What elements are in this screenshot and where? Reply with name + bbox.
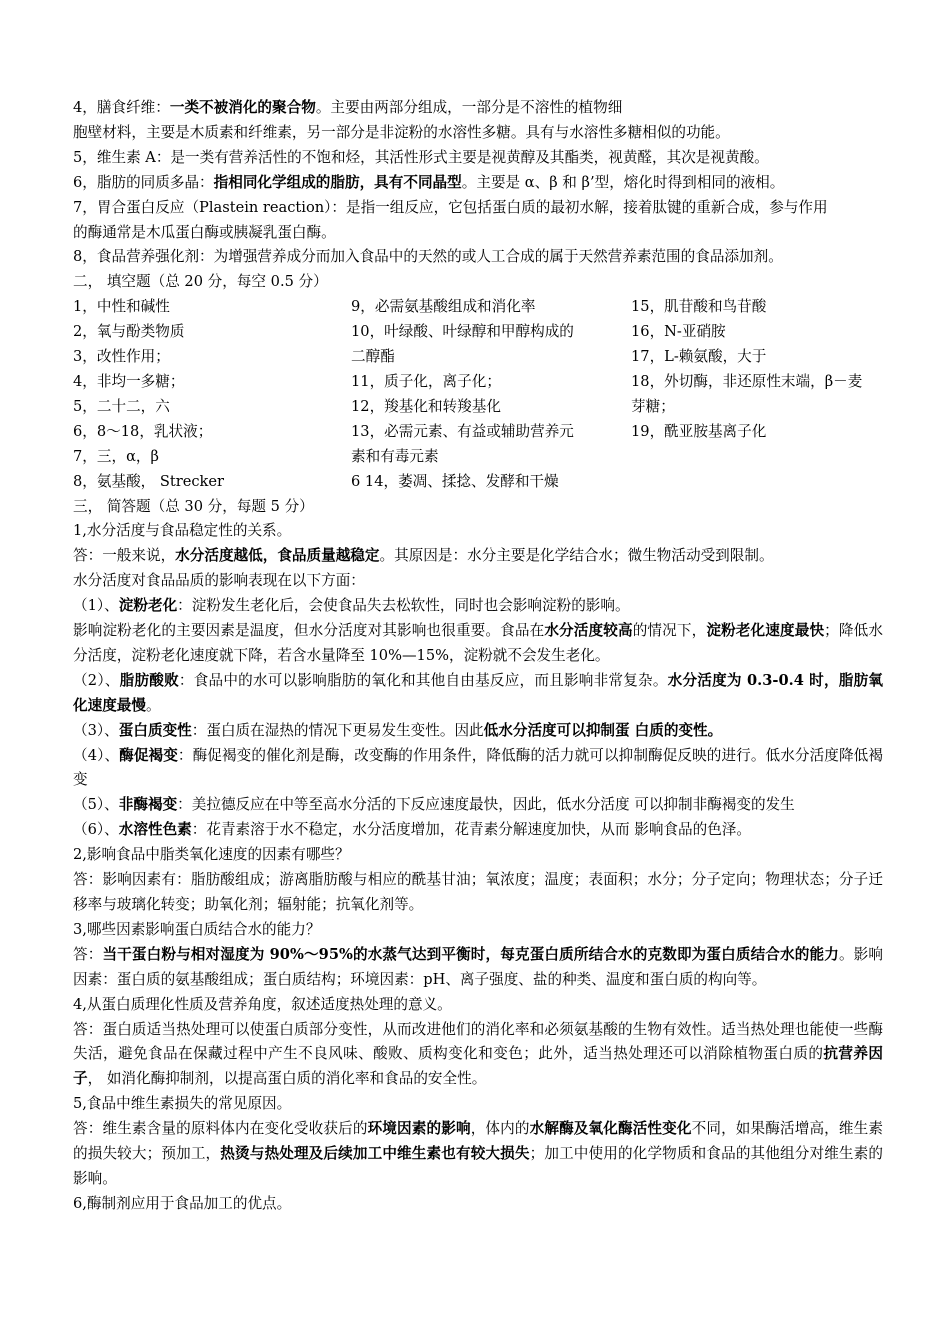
answer-item: 7，三，α，β — [73, 447, 159, 465]
section-3-heading: 三， 简答题（总 30 分，每题 5 分） — [73, 497, 314, 515]
definition-5: 5，维生素 A：是一类有营养活性的不饱和烃，其活性形式主要是视黄醇及其酯类，视黄醛，其次是视黄酸。 — [73, 148, 769, 166]
answer-1-point-1-detail: 影响淀粉老化的主要因素是温度，但水分活度对其影响也很重要。食品在水分活度较高的情况下，淀粉老化速度最快；降低水分活度，淀粉老化速度就下降，若含水量降至 10%—15%，淀粉就不会发生老化。 — [73, 622, 883, 664]
definition-4: 4，膳食纤维：一类不被消化的聚合物。主要由两部分组成，一部分是不溶性的植物细 — [73, 99, 623, 116]
definition-6: 6，脂肪的同质多晶：指相同化学组成的脂肪，具有不同晶型。主要是 α、β 和 β’型，熔化时得到相同的液相。 — [73, 173, 785, 191]
question-1: 1,水分活度与食品稳定性的关系。 — [73, 522, 292, 540]
definition-7: 7，胃合蛋白反应（Plastein reaction）：是指一组反应，它包括蛋白质的最初水解，接着肽键的重新合成，参与作用 — [73, 198, 828, 216]
answer-1-point-3: （3）、蛋白质变性：蛋白质在湿热的情况下更易发生变性。因此低水分活度可以抑制蛋 白质的变性。 — [73, 721, 723, 739]
definition-7-cont: 的酶通常是木瓜蛋白酶或胰凝乳蛋白酶。 — [73, 223, 336, 241]
question-2: 2,影响食品中脂类氧化速度的因素有哪些？ — [73, 846, 350, 864]
answers-col-3 — [631, 295, 883, 494]
answer-item: 15，肌苷酸和鸟苷酸 — [631, 298, 767, 316]
answer-item: 17，L-赖氨酸，大于 — [631, 348, 767, 366]
definition-8: 8，食品营养强化剂：为增强营养成分而加入食品中的天然的或人工合成的属于天然营养素范围的食品添加剂。 — [73, 248, 783, 266]
definition-4-cont: 胞壁材料，主要是木质素和纤维素，另一部分是非淀粉的水溶性多糖。具有与水溶性多糖相似的功能。 — [73, 123, 730, 141]
section-2-heading: 二， 填空题（总 20 分，每空 0.5 分） — [73, 273, 328, 291]
answer-item: 二醇酯 — [351, 348, 395, 366]
answer-item: 6，8～18，乳状液； — [73, 422, 213, 440]
answer-item: 16，N-亚硝胺 — [631, 323, 726, 341]
answer-1: 答：一般来说，水分活度越低，食品质量越稳定。其原因是：水分主要是化学结合水；微生物活动受到限制。 — [73, 547, 774, 565]
answer-item: 10，叶绿酸、叶绿醇和甲醇构成的 — [351, 323, 574, 341]
answer-1-intro: 水分活度对食品品质的影响表现在以下方面： — [73, 572, 365, 590]
fill-in-answers-grid — [73, 295, 883, 494]
answer-item: 19，酰亚胺基离子化 — [631, 422, 767, 440]
answer-3: 答：当干蛋白粉与相对湿度为 90%～95%的水蒸气达到平衡时，每克蛋白质所结合水的克数即为蛋白质结合水的能力。影响因素：蛋白质的氨基酸组成；蛋白质结构；环境因素：pH、离子强度、盐的种类、温度和蛋白质的构向等。 — [73, 945, 883, 988]
answers-col-2 — [351, 295, 631, 494]
answer-item: 9，必需氨基酸组成和消化率 — [351, 298, 536, 316]
answer-1-point-1: （1）、淀粉老化：淀粉发生老化后，会使食品失去松软性，同时也会影响淀粉的影响。 — [73, 597, 630, 615]
answer-item: 3，改性作用； — [73, 348, 170, 366]
answer-item: 12，羧基化和转羧基化 — [351, 397, 501, 415]
answer-1-point-4: （4）、酶促褐变：酶促褐变的催化剂是酶，改变酶的作用条件，降低酶的活力就可以抑制酶促反映的进行。低水分活度降低褐变 — [73, 746, 883, 789]
answer-item: 6 14，萎凋、揉捻、发酵和干燥 — [351, 472, 559, 490]
answer-2: 答：影响因素有：脂肪酸组成；游离脂肪酸与相应的酰基甘油；氧浓度；温度；表面积；水分；分子定向；物理状态；分子迁移率与玻璃化转变；助氧化剂；辐射能；抗氧化剂等。 — [73, 871, 883, 913]
answer-item: 4，非均一多糖； — [73, 372, 185, 390]
answer-item: 13，必需元素、有益或辅助营养元 — [351, 422, 574, 440]
answer-5: 答：维生素含量的原料体内在变化受收获后的环境因素的影响，体内的水解酶及氧化酶活性变化不同，如果酶活增高，维生素的损失较大；预加工，热烫与热处理及后续加工中维生素也有较大损失；加工中使用的化学物质和食品的其他组分对维生素的影响。 — [73, 1120, 883, 1187]
answer-1-point-6: （6）、水溶性色素：花青素溶于水不稳定，水分活度增加，花青素分解速度加快，从而 影响食品的色泽。 — [73, 821, 751, 839]
answer-item: 11，质子化，离子化； — [351, 372, 501, 390]
answers-col-1 — [73, 295, 351, 494]
answer-1-point-5: （5）、非酶褐变：美拉德反应在中等至高水分活的下反应速度最快，因此，低水分活度 可以抑制非酶褐变的发生 — [73, 796, 795, 814]
answer-1-point-2: （2）、脂肪酸败：食品中的水可以影响脂肪的氧化和其他自由基反应，而且影响非常复杂。水分活度为 0.3-0.4 时，脂肪氧化速度最慢。 — [73, 671, 883, 714]
answer-item: 素和有毒元素 — [351, 447, 439, 465]
answer-item: 18，外切酶，非还原性末端，β－麦 — [631, 372, 863, 390]
answer-item: 2，氧与酚类物质 — [73, 323, 185, 341]
question-5: 5,食品中维生素损失的常见原因。 — [73, 1095, 292, 1113]
answer-item: 5，二十二，六 — [73, 397, 170, 415]
answer-item: 芽糖； — [631, 397, 675, 415]
question-4: 4,从蛋白质理化性质及营养角度，叙述适度热处理的意义。 — [73, 995, 452, 1013]
document-page — [73, 96, 883, 1217]
question-6: 6,酶制剂应用于食品加工的优点。 — [73, 1194, 292, 1212]
answer-4: 答：蛋白质适当热处理可以使蛋白质部分变性，从而改进他们的消化率和必须氨基酸的生物有效性。适当热处理也能使一些酶失活，避免食品在保藏过程中产生不良风味、酸败、质构变化和变色；此外，适当热处理还可以消除植物蛋白质的抗营养因子， 如消化酶抑制剂，以提高蛋白质的消化率和食品的安全性。 — [73, 1020, 883, 1088]
answer-item: 8，氨基酸， Strecker — [73, 472, 224, 490]
question-3: 3,哪些因素影响蛋白质结合水的能力？ — [73, 920, 321, 938]
answer-item: 1，中性和碱性 — [73, 298, 170, 316]
